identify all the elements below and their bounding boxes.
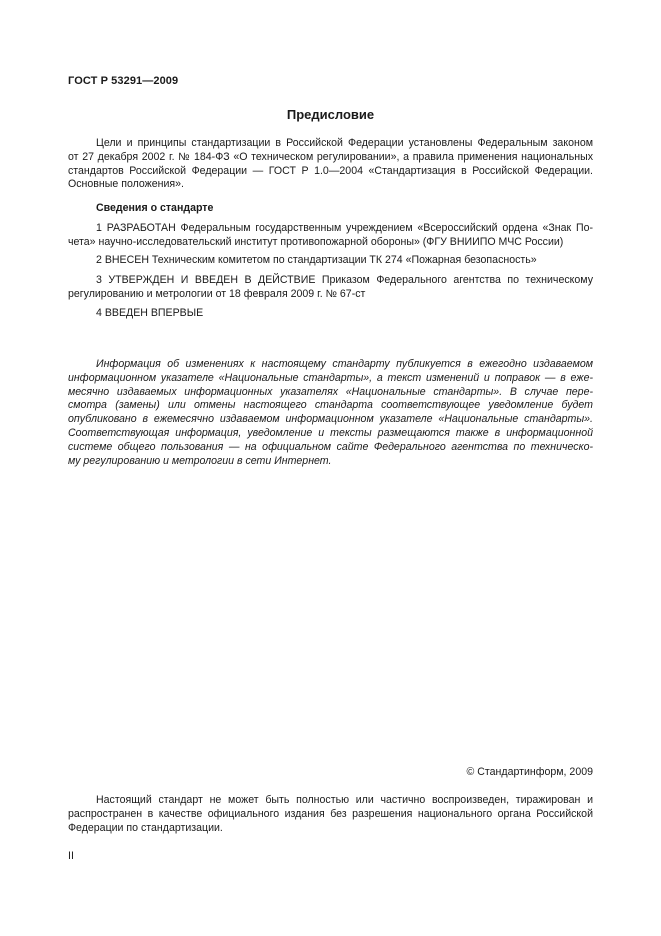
about-item-line: 1 РАЗРАБОТАН Федеральным государственным учреждением «Всероссийский ордена «Знак По-: [96, 222, 593, 234]
notice-line: Настоящий стандарт не может быть полностью или частично воспроизведен, тиражирован и: [96, 794, 593, 806]
info-paragraph: [68, 358, 593, 468]
info-line: Соответствующая информация, уведомление и тексты размещаются также в информационной: [68, 426, 593, 439]
about-item-3: [68, 274, 593, 302]
page-number: II: [68, 850, 74, 862]
intro-line: Цели и принципы стандартизации в Российской Федерации установлены Федеральным законом: [96, 137, 593, 149]
document-code: ГОСТ Р 53291—2009: [68, 75, 179, 87]
page-title: Предисловие: [286, 107, 375, 122]
intro-line: Основные положения».: [68, 178, 184, 191]
intro-paragraph: [68, 137, 593, 192]
info-line: опубликовано в ежемесячно издаваемом информационном указателе «Национальные стандарты».: [68, 413, 593, 426]
info-line: месячно издаваемых информационных указателях «Национальные стандарты». В случае пере-: [68, 385, 593, 398]
about-item-line: чета» научно-исследовательский институт противопожарной обороны» (ФГУ ВНИИПО МЧС России): [68, 235, 564, 248]
notice-line: Федерации по стандартизации.: [68, 821, 223, 834]
info-line: Информация об изменениях к настоящему стандарту публикуется в ежегодно издаваемом: [96, 358, 593, 370]
info-line: смотра (замены) или отмены настоящего стандарта соответствующее уведомление будет: [68, 399, 593, 412]
about-item-4: 4 ВВЕДЕН ВПЕРВЫЕ: [96, 307, 204, 319]
info-line: информационном указателе «Национальные стандарты», а текст изменений и поправок — в еже-: [68, 371, 593, 384]
info-line: системе общего пользования — на официальном сайте Федерального агентства по техническо-: [68, 440, 593, 453]
notice-line: распространен в качестве официального издания без разрешения национального органа Российской: [68, 807, 593, 820]
reproduction-notice: [68, 794, 593, 835]
about-item-1: [68, 222, 593, 250]
about-item-2: 2 ВНЕСЕН Техническим комитетом по стандартизации ТК 274 «Пожарная безопасность»: [96, 254, 537, 266]
copyright: © Стандартинформ, 2009: [466, 766, 593, 778]
info-line: му регулированию и метрологии в сети Интернет.: [68, 454, 332, 467]
about-item-line: 3 УТВЕРЖДЕН И ВВЕДЕН В ДЕЙСТВИЕ Приказом Федерального агентства по техническому: [96, 274, 593, 286]
about-item-line: регулированию и метрологии от 18 февраля 2009 г. № 67-ст: [68, 287, 366, 300]
intro-line: стандартов Российской Федерации — ГОСТ Р 1.0—2004 «Стандартизация в Российской Федерации.: [68, 164, 593, 177]
about-heading: Сведения о стандарте: [96, 202, 214, 214]
intro-line: от 27 декабря 2002 г. № 184-ФЗ «О техническом регулировании», а правила применения национальных: [68, 150, 593, 163]
